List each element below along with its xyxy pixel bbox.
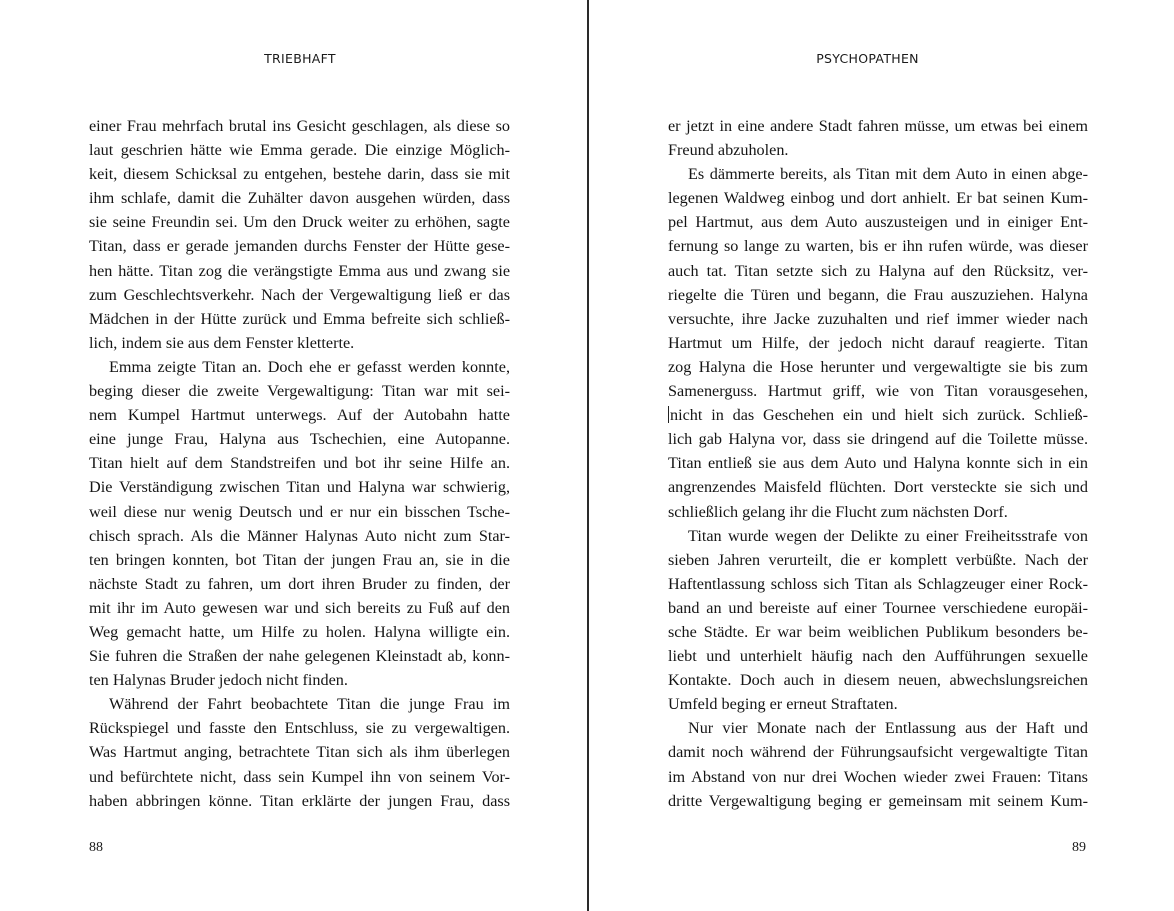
text-line-with-cursor[interactable] — [668, 403, 1088, 427]
left-text-block — [89, 114, 510, 813]
text-line: laut geschrien hätte wie Emma gerade. Die einzige Möglich- — [89, 141, 510, 160]
text-line: Samenerguss. Hartmut griff, wie von Titan vorausgesehen, — [668, 382, 1088, 401]
text-line: hen hätte. Titan zog die verängstigte Emma aus und zwang sie — [89, 261, 510, 280]
text-line: angrenzendes Maisfeld flüchten. Dort versteckte sie sich und — [668, 478, 1088, 497]
text-line: fernung so lange zu warten, bis er ihn rufen würde, was dieser — [668, 237, 1088, 256]
text-line: Kontakte. Doch auch in diesem neuen, abwechslungsreichen — [668, 671, 1088, 690]
text-line: Titan, dass er gerade jemanden durchs Fenster der Hütte gese- — [89, 237, 510, 256]
text-line: zog Halyna die Hose herunter und vergewaltigte sie bis zum — [668, 357, 1088, 376]
paragraph — [89, 355, 510, 692]
text-line: sie seine Freundin sei. Um den Druck weiter zu erhöhen, sagte — [89, 213, 510, 232]
text-line: nem Kumpel Hartmut unterwegs. Auf der Autobahn hatte — [89, 406, 510, 425]
text-line: und befürchtete nicht, dass sein Kumpel ihn von seinem Vor- — [89, 767, 510, 786]
text-line: Nur vier Monate nach der Entlassung aus der Haft und — [688, 719, 1088, 738]
text-line: lich, indem sie aus dem Fenster kletterte. — [89, 333, 355, 352]
text-line: damit noch während der Führungsaufsicht vergewaltigte Titan — [668, 743, 1088, 762]
text-line: er jetzt in eine andere Stadt fahren müsse, um etwas bei einem — [668, 117, 1088, 135]
page-number-right: 89 — [1072, 840, 1086, 855]
text-cursor — [668, 406, 669, 423]
text-line: ten bringen konnten, bot Titan der jungen Frau an, sie in die — [89, 550, 510, 569]
right-page — [590, 0, 1174, 911]
text-line: riegelte die Türen und begann, die Frau auszuziehen. Halyna — [668, 285, 1088, 304]
text-line: nicht in das Geschehen ein und hielt sich zurück. Schließ- — [670, 406, 1088, 425]
text-line: beging dieser die zweite Vergewaltigung: Titan war mit sei- — [89, 382, 510, 401]
text-line: einer Frau mehrfach brutal ins Gesicht geschlagen, als diese so — [89, 117, 510, 135]
paragraph — [668, 162, 1088, 523]
running-head-left: TRIEBHAFT — [264, 51, 336, 66]
page-number-left: 88 — [89, 840, 103, 855]
page-divider — [587, 0, 589, 911]
text-line: Titan entließ sie aus dem Auto und Halyna konnte sich in ein — [668, 454, 1088, 473]
text-line: Was Hartmut anging, betrachtete Titan sich als ihm überlegen — [89, 743, 510, 762]
text-line: band an und bereiste auf einer Tournee verschiedene europäi- — [668, 598, 1088, 617]
text-line: auch tat. Titan setzte sich zu Halyna auf den Rücksitz, ver- — [668, 261, 1088, 280]
text-line: Mädchen in der Hütte zurück und Emma befreite sich schließ- — [89, 309, 510, 328]
text-line: pel Hartmut, aus dem Auto auszusteigen und in einiger Ent- — [668, 213, 1088, 232]
text-line: nächste Stadt zu fahren, um dort ihren Bruder zu finden, der — [89, 574, 510, 593]
paragraph — [89, 692, 510, 812]
text-line: keit, diesem Schicksal zu entgehen, bestehe darin, dass sie mit — [89, 165, 510, 184]
text-line: lich gab Halyna vor, dass sie dringend auf die Toilette müsse. — [668, 430, 1088, 449]
running-head-right: PSYCHOPATHEN — [816, 51, 919, 66]
text-line: Während der Fahrt beobachtete Titan die junge Frau im — [109, 695, 510, 714]
text-line: weil diese nur wenig Deutsch und er nur ein bisschen Tsche- — [89, 502, 510, 521]
text-line: schließlich gelang ihr die Flucht zum nächsten Dorf. — [668, 502, 1008, 521]
text-line: Freund abzuholen. — [668, 141, 789, 160]
paragraph — [668, 716, 1088, 812]
text-line: Sie fuhren die Straßen der nahe gelegenen Kleinstadt ab, konn- — [89, 647, 510, 666]
paragraph — [89, 114, 510, 355]
text-line: liebt und unterhielt häufig nach den Aufführungen sexuelle — [668, 647, 1088, 666]
text-line: Emma zeigte Titan an. Doch ehe er gefasst werden konnte, — [109, 357, 510, 376]
text-line: dritte Vergewaltigung beging er gemeinsam mit seinem Kum- — [668, 791, 1088, 810]
text-line: haben abbringen könne. Titan erklärte der jungen Frau, dass — [89, 791, 510, 810]
text-line: eine junge Frau, Halyna aus Tschechien, eine Autopanne. — [89, 430, 510, 449]
paragraph — [668, 524, 1088, 717]
text-line: Die Verständigung zwischen Titan und Halyna war schwierig, — [89, 478, 510, 497]
text-line: Weg gemacht hatte, um Hilfe zu holen. Halyna willigte ein. — [89, 622, 510, 641]
text-line: mit ihr im Auto gewesen war und sich bereits zu Fuß auf den — [89, 598, 510, 617]
text-line: sieben Jahren verurteilt, die er komplett verbüßte. Nach der — [668, 550, 1088, 569]
paragraph — [668, 114, 1088, 162]
text-line: Hartmut um Hilfe, der jedoch nicht darauf reagierte. Titan — [668, 333, 1088, 352]
text-line: Haftentlassung schloss sich Titan als Schlagzeuger einer Rock- — [668, 574, 1088, 593]
right-text-block — [668, 114, 1088, 813]
text-line: sche Städte. Er war beim weiblichen Publikum besonders be- — [668, 622, 1088, 641]
text-line: Titan wurde wegen der Delikte zu einer Freiheitsstrafe von — [688, 526, 1088, 545]
text-line: im Abstand von nur drei Wochen wieder zwei Frauen: Titans — [668, 767, 1088, 786]
text-line: legenen Waldweg einbog und dort anhielt. Er bat seinen Kum- — [668, 189, 1088, 208]
text-line: versuchte, ihre Jacke zuzuhalten und rief immer wieder nach — [668, 309, 1088, 328]
text-line: ten Halynas Bruder jedoch nicht finden. — [89, 671, 348, 690]
text-line: ihm schlafe, damit die Zuhälter davon ausgehen würden, dass — [89, 189, 510, 208]
text-line: zum Geschlechtsverkehr. Nach der Vergewaltigung ließ er das — [89, 285, 510, 304]
text-line: chisch sprach. Als die Männer Halynas Auto nicht zum Star- — [89, 526, 510, 545]
text-line: Titan hielt auf dem Standstreifen und bot ihr seine Hilfe an. — [89, 454, 510, 473]
text-line: Es dämmerte bereits, als Titan mit dem Auto in einen abge- — [688, 165, 1088, 184]
text-line: Umfeld beging er erneut Straftaten. — [668, 695, 898, 714]
text-line: Rückspiegel und fasste den Entschluss, sie zu vergewaltigen. — [89, 719, 510, 738]
